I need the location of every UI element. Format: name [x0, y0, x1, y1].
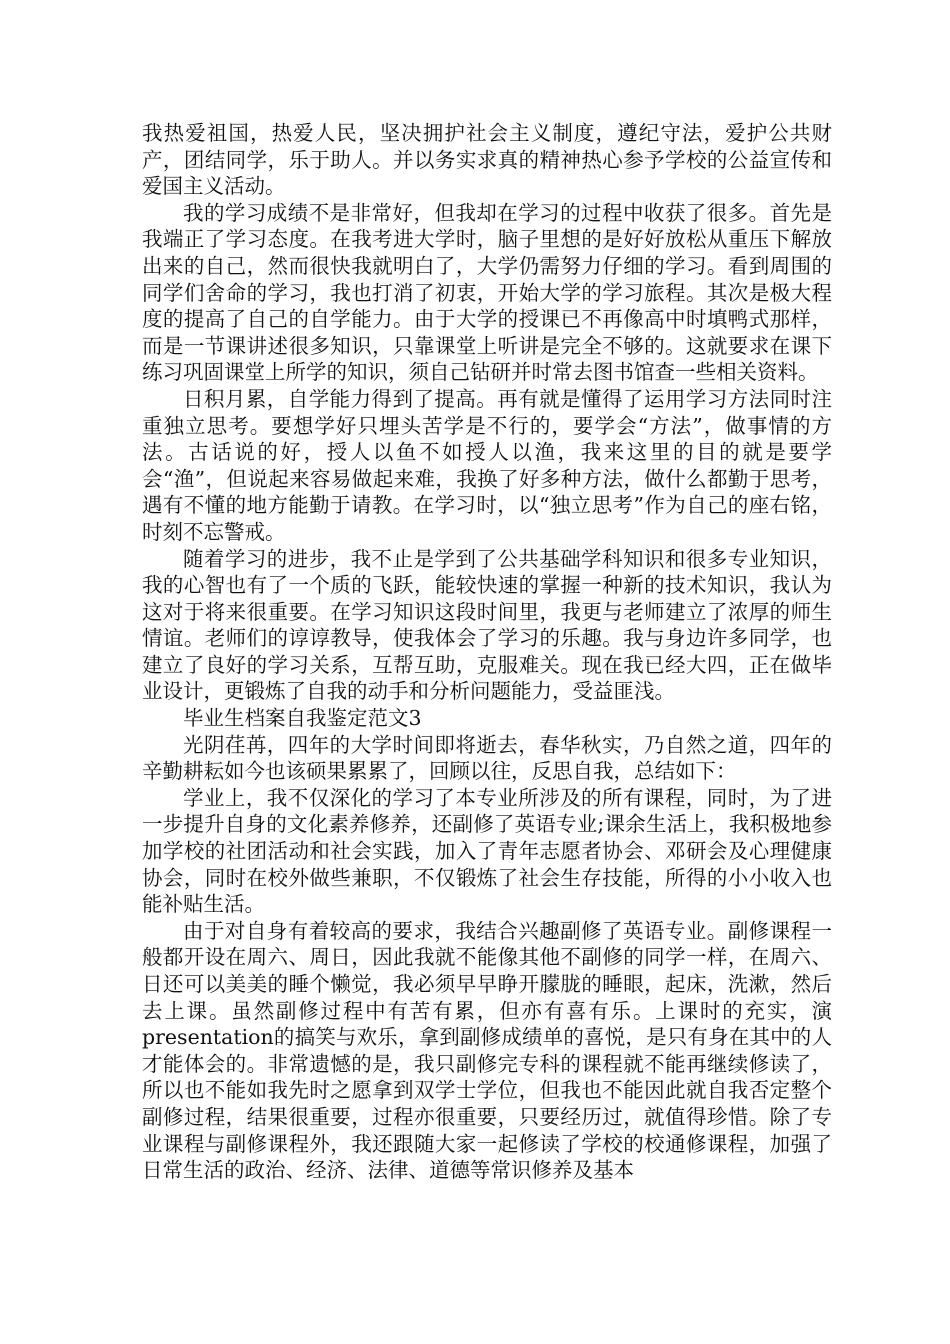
paragraph-1: 我热爱祖国，热爱人民，坚决拥护社会主义制度，遵纪守法，爱护公共财产，团结同学，乐于助人。并以务实求真的精神热心参予学校的公益宣传和爱国主义活动。: [142, 121, 832, 199]
paragraph-2: 我的学习成绩不是非常好，但我却在学习的过程中收获了很多。首先是我端正了学习态度。在我考进大学时，脑子里想的是好好放松从重压下解放出来的自己，然而很快我就明白了，大学仍需努力仔细的学习。看到周围的同学们舍命的学习，我也打消了初衷，开始大学的学习旅程。其次是极大程度的提高了自己的自学能力。由于大学的授课已不再像高中时填鸭式那样，而是一节课讲述很多知识，只靠课堂上听讲是完全不够的。这就要求在课下练习巩固课堂上所学的知识，须自己钻研并时常去图书馆查一些相关资料。: [142, 200, 832, 385]
document-body: [142, 120, 832, 1184]
paragraph-7: 由于对自身有着较高的要求，我结合兴趣副修了英语专业。副修课程一般都开设在周六、周日，因此我就不能像其他不副修的同学一样，在周六、日还可以美美的睡个懒觉，我必须早早睁开朦胧的睡眼，起床，洗漱，然后去上课。虽然副修过程中有苦有累，但亦有喜有乐。上课时的充实，演presentation的搞笑与欢乐，拿到副修成绩单的喜悦，是只有身在其中的人才能体会的。非常遗憾的是，我只副修完专科的课程就不能再继续修读了，所以也不能如我先时之愿拿到双学士学位，但我也不能因此就自我否定整个副修过程，结果很重要，过程亦很重要，只要经历过，就值得珍惜。除了专业课程与副修课程外，我还跟随大家一起修读了学校的校通修课程，加强了日常生活的政治、经济、法律、道德等常识修养及基本: [142, 918, 832, 1183]
paragraph-3: 日积月累，自学能力得到了提高。再有就是懂得了运用学习方法同时注重独立思考。要想学好只埋头苦学是不行的，要学会“方法”，做事情的方法。古话说的好，授人以鱼不如授人以渔，我来这里的目的就是要学会“渔”，但说起来容易做起来难，我换了好多种方法，做什么都勤于思考，遇有不懂的地方能勤于请教。在学习时，以“独立思考”作为自己的座右铭，时刻不忘警戒。: [142, 386, 832, 544]
section-heading: 毕业生档案自我鉴定范文3: [183, 706, 422, 731]
paragraph-6: 学业上，我不仅深化的学习了本专业所涉及的所有课程，同时，为了进一步提升自身的文化素养修养，还副修了英语专业;课余生活上，我积极地参加学校的社团活动和社会实践，加入了青年志愿者协会、邓研会及心理健康协会，同时在校外做些兼职，不仅锻炼了社会生存技能，所得的小小收入也能补贴生活。: [142, 785, 832, 917]
paragraph-4: 随着学习的进步，我不止是学到了公共基础学科知识和很多专业知识，我的心智也有了一个质的飞跃，能较快速的掌握一种新的技术知识，我认为这对于将来很重要。在学习知识这段时间里，我更与老师建立了浓厚的师生情谊。老师们的谆谆教导，使我体会了学习的乐趣。我与身边许多同学，也建立了良好的学习关系，互帮互助，克服难关。现在我已经大四，正在做毕业设计，更锻炼了自我的动手和分析问题能力，受益匪浅。: [142, 546, 832, 704]
paragraph-5: 光阴荏苒，四年的大学时间即将逝去，春华秋实，乃自然之道，四年的辛勤耕耘如今也该硕果累累了，回顾以往，反思自我，总结如下：: [142, 732, 832, 784]
